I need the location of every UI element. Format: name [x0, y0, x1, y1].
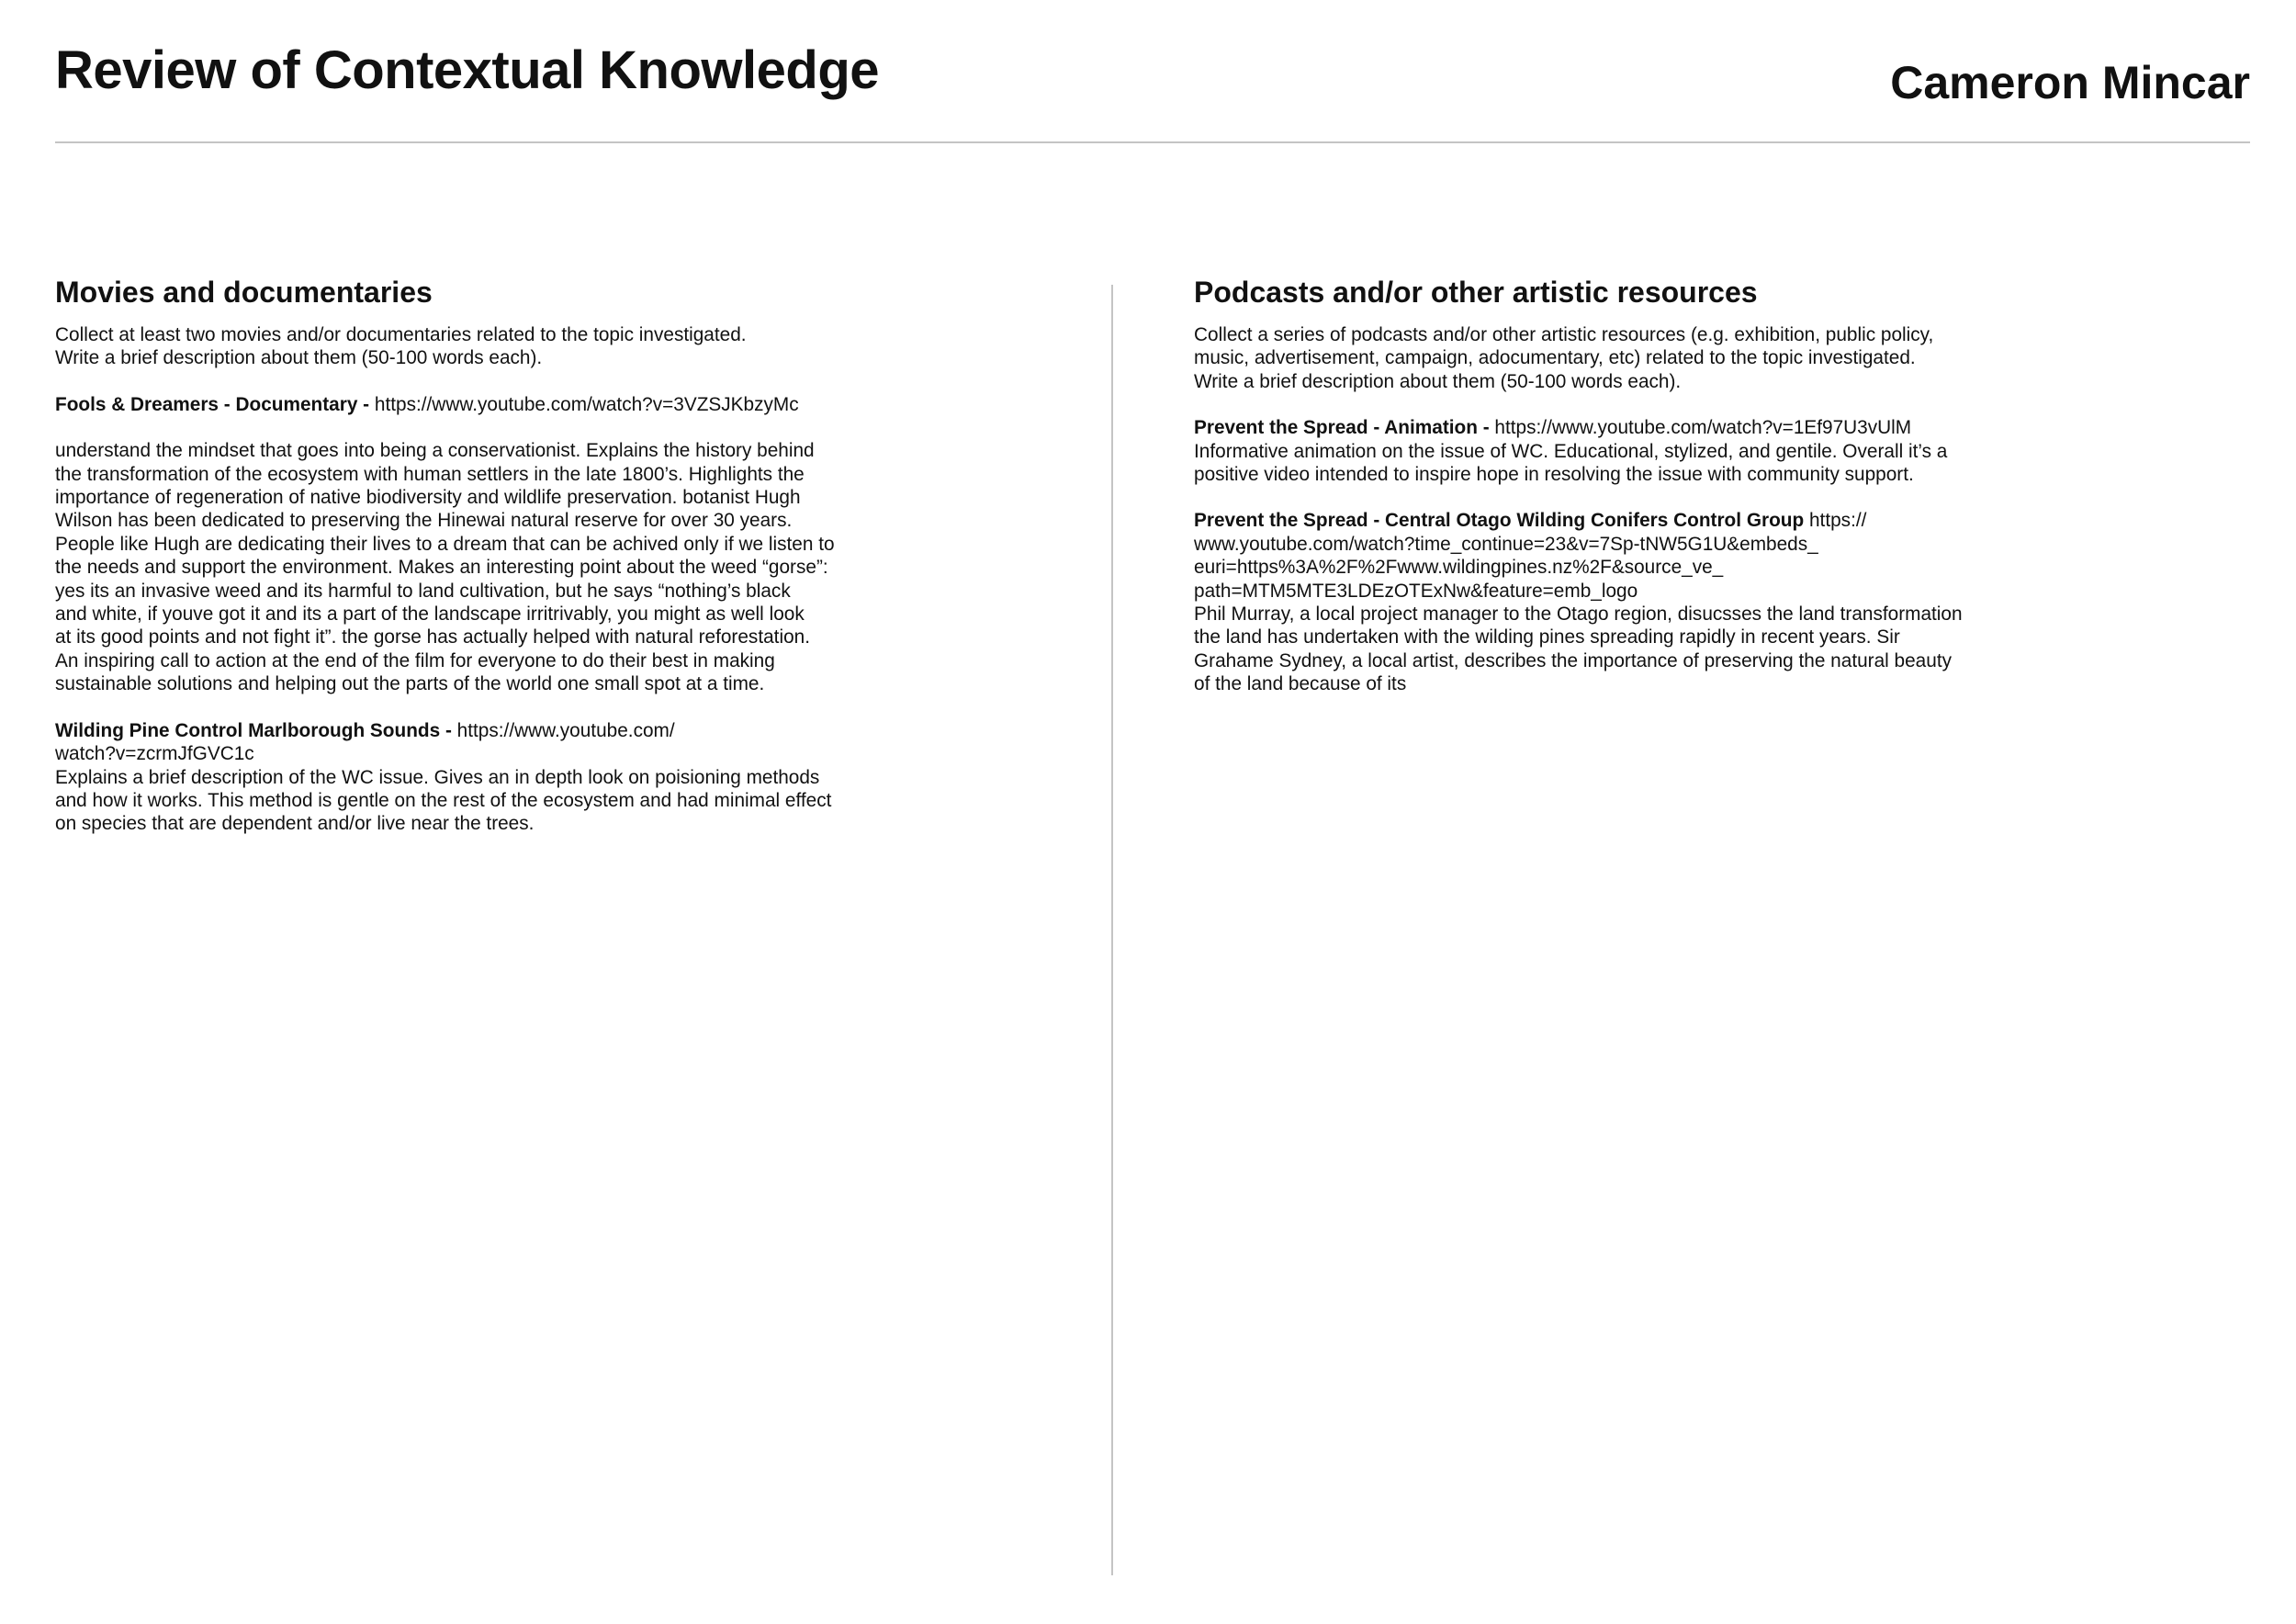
- description-line: Phil Murray, a local project manager to the Otago region, disucsses the land transformation: [1194, 603, 1963, 626]
- description-line: yes its an invasive weed and its harmful to land cultivation, but he says “nothing’s black: [55, 580, 791, 602]
- entry-title: Wilding Pine Control Marlborough Sounds -: [55, 719, 457, 741]
- description-line: at its good points and not fight it”. the gorse has actually helped with natural reforestation.: [55, 626, 810, 648]
- column-divider: [1111, 285, 1113, 1575]
- description-line: on species that are dependent and/or live near the trees.: [55, 813, 535, 835]
- movies-section: [55, 274, 863, 859]
- entry-block: [1194, 416, 1993, 486]
- entry-title: Prevent the Spread - Central Otago Wilding Conifers Control Group: [1194, 510, 1805, 532]
- entry-link[interactable]: euri=https%3A%2F%2Fwww.wildingpines.nz%2F&source_ve_: [1194, 557, 1724, 579]
- entry-title: Fools & Dreamers - Documentary -: [55, 393, 375, 415]
- section-heading-podcasts: Podcasts and/or other artistic resources: [1194, 276, 1758, 309]
- entry-link[interactable]: https://www.youtube.com/watch?v=1Ef97U3vUlM: [1494, 417, 1912, 439]
- description-line: Wilson has been dedicated to preserving the Hinewai natural reserve for over 30 years.: [55, 510, 793, 532]
- description-line: Grahame Sydney, a local artist, describes the importance of preserving the natural beauty: [1194, 649, 1952, 671]
- description-line: and how it works. This method is gentle on the rest of the ecosystem and had minimal effect: [55, 789, 832, 811]
- movies-intro: [55, 323, 863, 370]
- description-line: importance of regeneration of native biodiversity and wildlife preservation. botanist Hugh: [55, 487, 801, 509]
- entry-link[interactable]: path=MTM5MTE3LDEzOTExNw&feature=emb_logo: [1194, 580, 1638, 602]
- entry-link[interactable]: watch?v=zcrmJfGVC1c: [55, 743, 254, 765]
- page-title: Review of Contextual Knowledge: [55, 40, 879, 100]
- entry-link[interactable]: https://www.youtube.com/watch?v=3VZSJKbzyMc: [374, 393, 799, 415]
- entry-link[interactable]: www.youtube.com/watch?time_continue=23&v=7Sp-tNW5G1U&embeds_: [1194, 533, 1818, 555]
- description-line: Explains a brief description of the WC issue. Gives an in depth look on poisioning methods: [55, 766, 820, 788]
- author-name: Cameron Mincar: [1890, 57, 2250, 108]
- entry-block: [55, 719, 863, 836]
- description-line: understand the mindset that goes into being a conservationist. Explains the history behind: [55, 440, 815, 462]
- description-line: sustainable solutions and helping out the parts of the world one small spot at a time.: [55, 673, 765, 695]
- description-line: People like Hugh are dedicating their lives to a dream that can be achived only if we listen to: [55, 533, 835, 555]
- entry-heading: [55, 393, 863, 416]
- intro-line: Collect at least two movies and/or documentaries related to the topic investigated.: [55, 324, 747, 345]
- entry-description: [55, 439, 863, 695]
- podcasts-section: [1194, 274, 1993, 719]
- description-line: of the land because of its: [1194, 673, 1407, 695]
- entry-title: Prevent the Spread - Animation -: [1194, 417, 1495, 439]
- description-line: the land has undertaken with the wilding pines spreading rapidly in recent years. Sir: [1194, 626, 1900, 648]
- description-line: the needs and support the environment. Makes an interesting point about the weed “gorse”:: [55, 557, 828, 579]
- section-heading-movies: Movies and documentaries: [55, 276, 433, 309]
- description-line: positive video intended to inspire hope in resolving the issue with community support.: [1194, 464, 1914, 486]
- header-divider: [55, 141, 2250, 143]
- podcasts-intro: [1194, 323, 1993, 393]
- intro-line: Write a brief description about them (50-100 words each).: [1194, 370, 1682, 392]
- description-line: Informative animation on the issue of WC. Educational, stylized, and gentile. Overall it’s a: [1194, 440, 1948, 462]
- description-line: and white, if youve got it and its a part of the landscape irritrivably, you might as well look: [55, 603, 805, 626]
- intro-line: Write a brief description about them (50-100 words each).: [55, 347, 543, 369]
- description-line: An inspiring call to action at the end of the film for everyone to do their best in making: [55, 649, 775, 671]
- intro-line: music, advertisement, campaign, adocumentary, etc) related to the topic investigated.: [1194, 347, 1916, 369]
- intro-line: Collect a series of podcasts and/or other artistic resources (e.g. exhibition, public policy,: [1194, 324, 1934, 345]
- entry-link[interactable]: https://www.youtube.com/: [456, 719, 675, 741]
- entry-block: [1194, 509, 1993, 695]
- description-line: the transformation of the ecosystem with human settlers in the late 1800’s. Highlights the: [55, 463, 805, 485]
- entry-link[interactable]: https://: [1804, 510, 1867, 532]
